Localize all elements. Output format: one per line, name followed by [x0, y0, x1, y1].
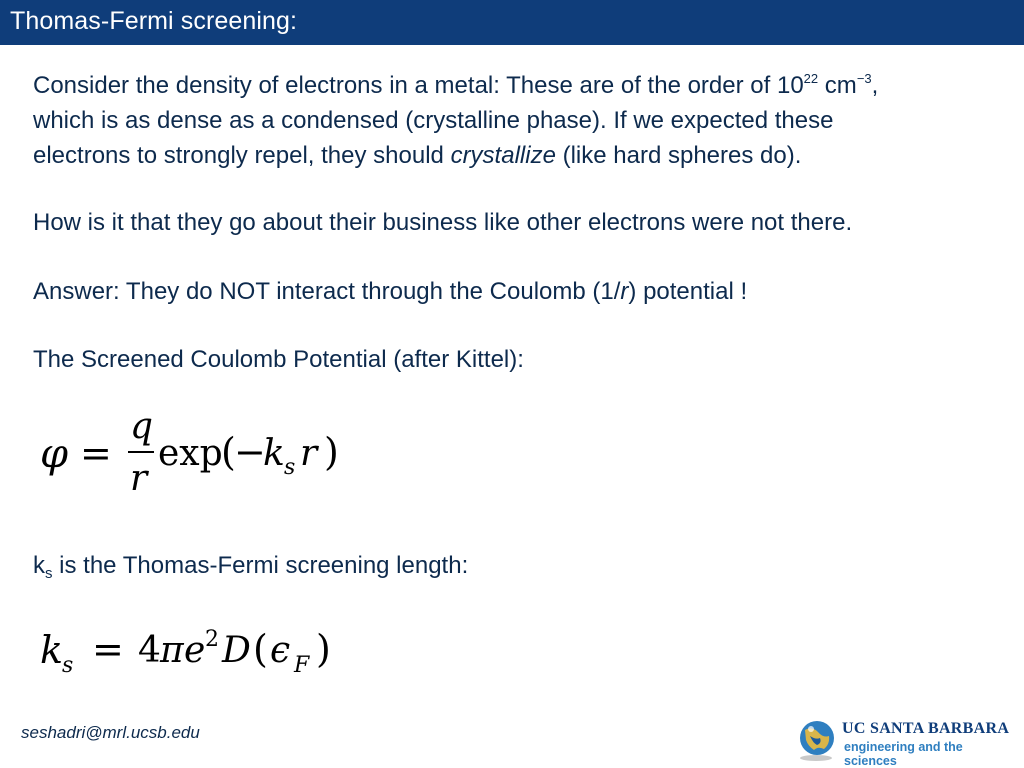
- text-segment: which is as dense as a condensed (crystalline phase). If we expected these: [33, 107, 834, 134]
- ucsb-logo: [796, 716, 1018, 768]
- text-segment: cm: [818, 72, 857, 99]
- text-segment: electrons to strongly repel, they should: [33, 142, 451, 169]
- logo-name: UC SANTA BARBARA: [842, 720, 1010, 737]
- eq2-k: k: [40, 628, 64, 672]
- eq-denominator-r: r: [130, 458, 148, 499]
- eq2-epsilon: ϵ: [270, 630, 291, 671]
- eq-exp: exp: [158, 433, 223, 474]
- logo-subtitle: engineering and the sciences: [844, 740, 963, 768]
- eq-numerator-q: q: [130, 406, 154, 447]
- exponent-22: 22: [803, 71, 819, 86]
- exponent-minus-3: −3: [856, 71, 872, 86]
- eq2-D: D: [222, 630, 251, 671]
- eq-close-paren: ): [324, 430, 339, 474]
- italic-term: crystallize: [450, 142, 556, 169]
- eq2-pi: π: [160, 630, 184, 671]
- title-bar: [0, 0, 1024, 45]
- eq-r: r: [300, 433, 318, 474]
- equation-ks: [38, 618, 358, 683]
- eq2-close-paren: ): [316, 627, 331, 671]
- eq2-e: e: [184, 630, 206, 671]
- eq-open-paren: (: [221, 430, 236, 474]
- ucsb-globe-icon: [796, 716, 840, 762]
- paragraph-density: [33, 68, 1003, 173]
- text-segment: Consider the density of electrons in a metal: These are of the order of 10: [33, 72, 804, 99]
- eq2-equals: =: [92, 627, 124, 671]
- eq2-e-exponent: 2: [205, 627, 219, 652]
- eq-minus: −: [234, 430, 266, 474]
- text-segment: ,: [871, 72, 879, 99]
- paragraph-screened-potential: The Screened Coulomb Potential (after Kittel):: [33, 346, 524, 373]
- paragraph-question: How is it that they go about their business like other electrons were not there.: [33, 209, 853, 236]
- subscript-s: s: [45, 565, 53, 582]
- eq-k-sub-s: s: [284, 455, 296, 480]
- text-k: k: [33, 552, 45, 579]
- footer-email: seshadri@mrl.ucsb.edu: [21, 723, 200, 742]
- text-segment: (like hard spheres do).: [555, 142, 802, 169]
- eq-equals: =: [80, 431, 112, 475]
- eq2-open-paren: (: [253, 627, 268, 671]
- text-segment: Answer: They do NOT interact through the Coulomb (1/: [33, 278, 621, 305]
- paragraph-answer: [33, 274, 1003, 309]
- text-segment: is the Thomas-Fermi screening length:: [52, 552, 469, 579]
- paragraph-ks-definition: [33, 548, 1003, 583]
- equation-screened-coulomb: [38, 402, 368, 502]
- eq2-k-sub-s: s: [62, 653, 74, 678]
- eq2-four: 4: [138, 630, 161, 671]
- text-segment: ) potential !: [628, 278, 748, 305]
- slide-title: Thomas-Fermi screening:: [10, 7, 298, 35]
- italic-r: r: [620, 278, 629, 305]
- eq-k: k: [263, 433, 285, 474]
- eq-phi: φ: [40, 431, 69, 477]
- eq2-eps-sub-F: F: [294, 653, 310, 678]
